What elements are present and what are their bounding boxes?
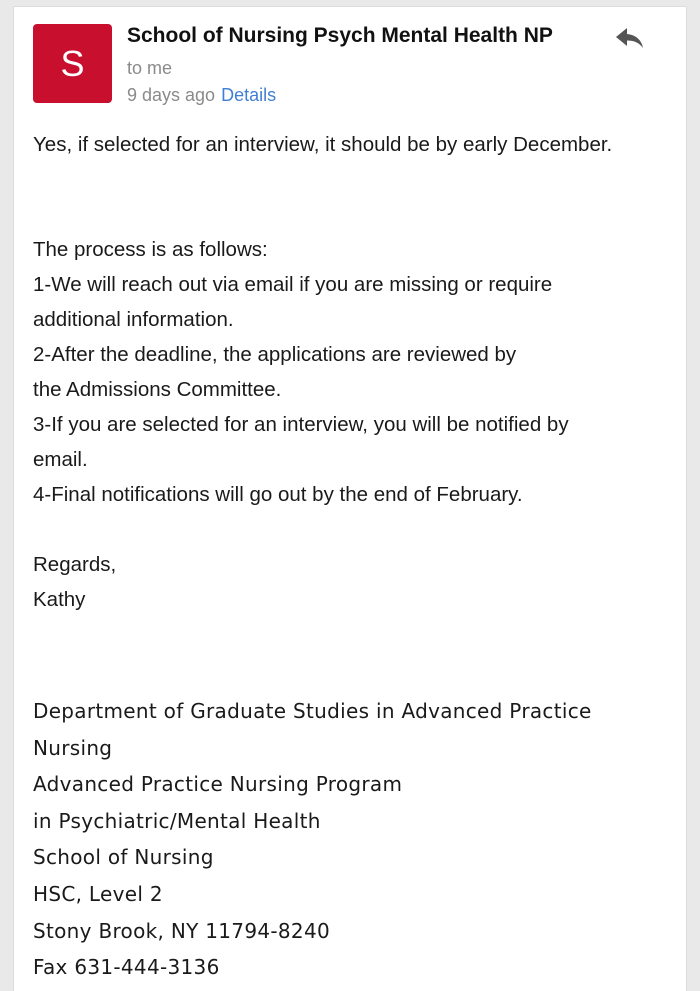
body-line: email. <box>33 448 88 471</box>
timestamp: 9 days ago <box>127 85 216 105</box>
body-line <box>33 512 683 547</box>
body-line: 3-If you are selected for an interview, you will be notified by <box>33 413 569 436</box>
signature-line: Nursing <box>33 735 113 760</box>
signature-line: Advanced Practice Nursing Program <box>33 772 403 797</box>
avatar-letter: S <box>60 42 85 84</box>
signature-line: Department of Graduate Studies in Advanced Practice <box>33 699 592 723</box>
signature-line: Fax 631-444-3136 <box>33 955 220 980</box>
email-meta <box>127 85 276 106</box>
email-body <box>33 127 683 617</box>
sender-avatar <box>33 24 112 103</box>
body-line: The process is as follows: <box>33 238 268 261</box>
reply-button[interactable] <box>611 23 649 53</box>
body-line: additional information. <box>33 308 234 331</box>
sender-name: School of Nursing Psych Mental Health NP <box>127 24 553 47</box>
body-line: Regards, <box>33 553 117 576</box>
body-line: Kathy <box>33 588 86 611</box>
details-link[interactable]: Details <box>221 85 277 105</box>
signature-line: HSC, Level 2 <box>33 881 163 906</box>
body-line: 1-We will reach out via email if you are missing or require <box>33 273 553 296</box>
email-header <box>14 7 686 117</box>
signature-line: Stony Brook, NY 11794-8240 <box>33 918 330 943</box>
email-signature <box>33 693 683 986</box>
email-card <box>13 6 687 991</box>
body-line: Yes, if selected for an interview, it should be by early December. <box>33 133 613 156</box>
body-line: 4-Final notifications will go out by the end of February. <box>33 483 523 506</box>
body-line <box>33 197 683 232</box>
signature-line: School of Nursing <box>33 845 214 870</box>
body-line: the Admissions Committee. <box>33 378 282 401</box>
reply-icon <box>615 27 645 49</box>
recipient-label: to me <box>127 58 173 78</box>
body-line <box>33 162 683 197</box>
body-line: 2-After the deadline, the applications are reviewed by <box>33 343 517 366</box>
signature-line: in Psychiatric/Mental Health <box>33 808 321 833</box>
